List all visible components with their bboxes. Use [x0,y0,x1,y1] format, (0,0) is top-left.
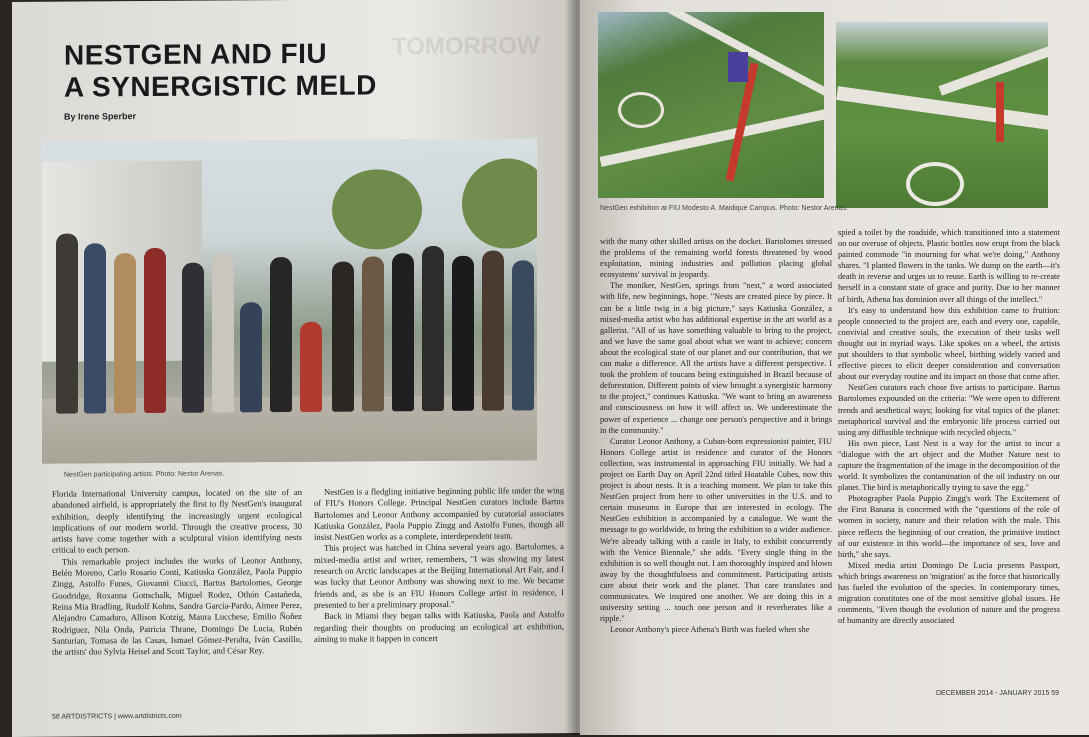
photo-person [84,243,106,413]
photo-person [182,263,204,413]
photo-person [144,248,166,413]
photo-person [270,257,292,412]
photo-person [332,262,354,412]
right-footer: DECEMBER 2014 - JANUARY 2015 59 [936,690,1060,697]
photo-sculpture [728,52,748,82]
group-photo [42,138,537,463]
exhibition-photo-2 [836,22,1048,208]
left-column-2 [314,485,564,645]
paragraph: spied a toilet by the roadside, which transitioned into a statement on our overuse of objects. Plastic bottles now erupt from the black painted commode "in mourning for what we're doing," Anthony shares. "I planted flowers in the tanks. We dump on the earth—it's death in reverse and urges us to reuse. Earth is willing to re-create herself in a constant state of grace and purity. Due to her manner of birth, Athena has dominion over all things of the intellect." [838,228,1060,304]
photo-sculpture [618,92,664,128]
photo-person [482,251,504,411]
left-page [12,0,580,737]
photo-person [512,260,534,410]
photo-person [114,253,136,413]
left-column-1 [52,487,302,658]
byline: By Irene Sperber [64,111,137,122]
photo-person [212,252,234,412]
paragraph: His own piece, Last Nest is a way for the artist to incur a "dialogue with the art object and the Mother Nature nest to capture the fragmentation of the image in the decomposition of the world. It symbolizes the contamination of the oil industry on our planet. The bird is metaphorically trying to save the egg." [838,438,1060,493]
paragraph: NestGen curators each chose five artists to participate. Bartus Bartolomes expounded on the criteria: "We were open to different trends and aesthetical ways; looking for vital topics of the planet: metaphorical survival and the embryonic life process carried out using any diffusible technique with recycled objects." [838,383,1060,437]
photo-person [392,253,414,411]
paragraph: Curator Leonor Anthony, a Cuban-born expressionist painter, FIU Honors College artist in residence and curator of the Honors collection, was instrumental in approaching FIU initially. We had a project on Earth Day on April 22nd titled Hoatable Cubes, now this project is about nests. It is a teaching moment. We plan to take this NestGen project from here to other universities in the U.S. and to certain museums in Europe that are interested in ecology. The NestGen exhibition is accompanied by a catalogue. We want the message to go worldwide, to bring the exhibition to a wider audience. We're already talking with a castle in Italy, to exhibit concurrently with the Venice Biennale," she adds. "Every single thing in the exhibition is so well thought out. I am thoroughly inspired and blown away by the thoughtfulness and commitment. Participating artists care about their work and the planet. That care translates and communicates. We inspired one another. We are doing this in a university setting ... touch one person and it reverberates like a ripple." [600,436,832,624]
photo-person [452,256,474,411]
photo-tree [462,158,537,249]
photo-path [939,38,1048,95]
photo-tree [332,169,422,250]
paragraph: NestGen is a fledgling initiative beginning public life under the wing of FIU's Honors College. Principal NestGen curators include Bartus Bartolomes and Leonor Anthony accompanied by curatorial associates Katiuska González, Paola Puppio Zingg and Astolfo Funes, though all insist NestGen works as a complete, interdependent team. [314,485,564,543]
paragraph: The moniker, NestGen, springs from "nest," a word associated with life, new beginnings, hope. "Nests are created piece by piece. It can be a little twig in a big picture," says Katiuska González, a mixed-media artist who has additional expertise in the art world as a gallerist. "All of us have something valuable to bring to the project, and we have the same goal about what we want to achieve; concern about the ecological state of our planet and our contribution, that we can make a difference. All the artists have a different perspective. I took the problem of toucans being extinguished in Brazil because of deforestation. Different points of view brought a synergistic harmony to the project," continues Katiuska. "We want to bring an awareness and consciousness on how it will affect us. We underestimate the power of experience ... change one person's perspective and it brings in the community." [600,281,832,435]
paragraph: This remarkable project includes the works of Leonor Anthony, Belén Moreno, Carlo Rosario Conti, Katiuska González, Paola Puppio Zingg, Astolfo Funes, Giovanni Ciucci, Bartus Bartolomes, George Goodridge, Roxanna Gottschalk, Miguel Rodez, Othón Castañeda, Reina Mia Bradling, Rudolf Kohns, Sandra García-Pardo, Aimee Perez, Alejandro Camaduro, Allison Kotzig, Maura Lucchese, Emilio Ñoñez Rodriguez, Nila Onda, Patricia Thrane, Domingo De Lucia, Rubén Santurian, Tomasa de las Casas, Ismael Gómez-Peralta, Iván Castillo, the artists' duo Sylvia Heisel and Scott Taylor, and César Rey. [52,554,302,657]
photo-person [56,234,78,414]
photo-person [422,246,444,411]
paragraph: Back in Miami they began talks with Katiuska, Paola and Astolfo regarding their thoughts on producing an ecological art exhibition, aiming to make it happen in concert [314,609,564,644]
exhibition-photo-1 [598,12,824,198]
right-column-1 [600,236,832,635]
photo-person [362,256,384,411]
group-photo-caption: NestGen participating artists. Photo: Nestor Arenas. [64,470,225,479]
paragraph: Leonor Anthony's piece Athena's Birth was fueled when she [610,625,810,635]
right-column-2 [838,227,1060,626]
paragraph: Florida International University campus, located on the site of an abandoned airfield, is appropriately the first to fly NestGen's inaugural exhibition, deeply identifying the increasingly urgent ecological implications of our modern world. Through the creative process, 30 artists have come together with a sculptural vision identifying nests critical to each person. [52,486,302,556]
ghost-title-text: TOMORROW [392,32,540,61]
left-footer: 58 ARTDISTRICTS | www.artdistricts.com [52,712,182,721]
photo-person [240,302,262,412]
photo-sculpture [906,162,964,206]
paragraph: with the many other skilled artists on the docket. Bartolomes stressed the problems of the remaining world forests threatened by wood exploitation, mining industries and pollution placing global ecosystems' survival in jeopardy. [600,237,832,280]
article-title [64,37,377,103]
photo-person [300,322,322,412]
article-title-line-1: NESTGEN AND FIU [64,37,328,71]
photo-sculpture [996,82,1004,142]
paragraph: Mixed media artist Domingo De Lucia presents Passport, which brings awareness on 'migration' as the force that historically has fueled the evolution of the species. In contemporary times, migration constitutes one of the most sensitive global issues. He comments, "Even though the evolution of nature and the progress of humanity are directly associated [838,560,1060,626]
paragraph: Photographer Paola Puppio Zingg's work The Excitement of the First Banana is concerned with the "questions of the role of women in society, nature and their relation with the male. This piece reflects the beginning of our creation, the primitive instinct of our existence in this world—the importance of sex, love and birth," she says. [838,494,1060,559]
paragraph: It's easy to understand how this exhibition came to fruition: people connected to the project are, each and every one, capable, convivial and creative souls, the execution of their tasks well thought out in myriad ways. Like spokes on a wheel, the artists put shoulders to that symbolic wheel, birthing widely varied and effective pieces to elicit deeper consideration and conversation about our everyday routine and its impact on those that come after. [838,305,1060,382]
paragraph: This project was hatched in China several years ago. Bartolomes, a mixed-media artist and writer, remembers, "I was showing my latest research on Arctic landscapes at the Beijing International Art Fair, and I was lucky that Leonor Anthony was showing next to me. We became friends and, as she is an FIU Honors College artist in residence, I presented to her a preliminary proposal." [314,541,564,610]
exhibition-photo-caption: NestGen exhibition at FIU Modesto A. Maidique Campus. Photo: Nestor Arenas. [600,205,848,212]
article-title-line-2: A SYNERGISTIC MELD [64,69,377,103]
